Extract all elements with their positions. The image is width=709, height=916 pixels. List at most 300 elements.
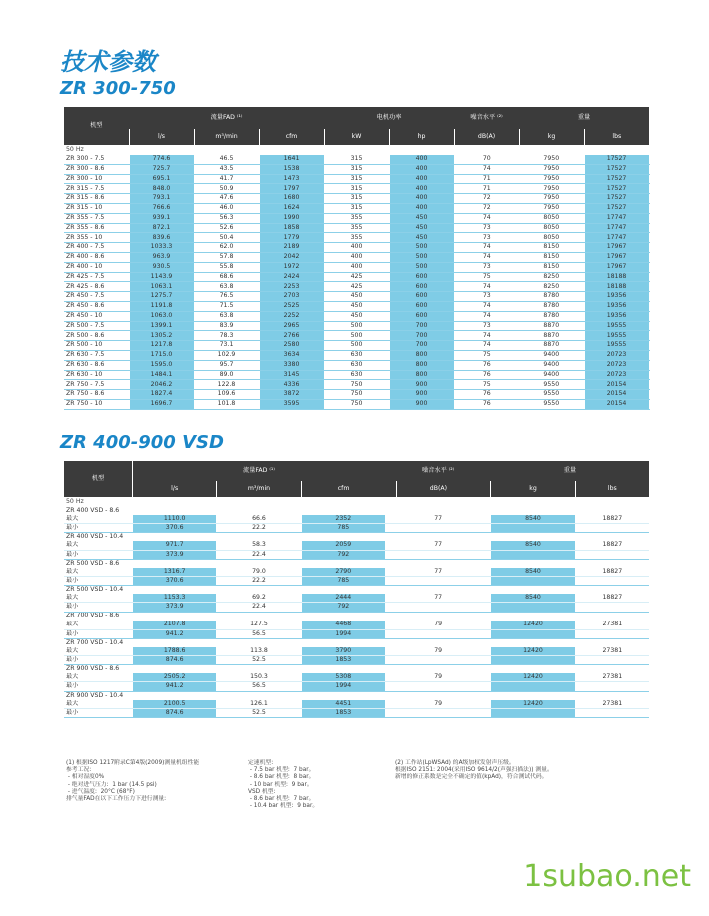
spacer [385, 621, 396, 630]
value-cell: 963.9 [129, 252, 194, 262]
value-cell: 355 [324, 213, 389, 223]
value-cell: 72 [454, 203, 519, 213]
flow-m3: 56.5 [217, 629, 301, 638]
value-cell: 2253 [259, 282, 324, 292]
spacer [480, 603, 491, 612]
value-cell: 2580 [259, 341, 324, 351]
value-cell: 17527 [584, 155, 649, 164]
value-cell: 450 [389, 213, 454, 223]
value-cell: 62.0 [194, 243, 259, 253]
model-name: ZR 700 VSD - 10.4 [66, 638, 124, 646]
flow-m3: 52.5 [217, 708, 301, 717]
model-cell: ZR 400 - 7.5 [64, 243, 129, 253]
model-cell: ZR 630 - 8.6 [64, 360, 129, 370]
spacer [385, 700, 396, 709]
value-cell: 72 [454, 194, 519, 204]
weight-kg [491, 550, 575, 559]
weight-kg [491, 682, 575, 691]
unit-dba-vsd: dB(A) [396, 481, 480, 497]
unit-cfm-vsd: cfm [301, 481, 385, 497]
table-row [64, 380, 649, 390]
value-cell: 78.3 [194, 331, 259, 341]
model-name: ZR 500 VSD - 8.6 [66, 559, 120, 567]
weight-kg [491, 629, 575, 638]
value-cell: 450 [324, 301, 389, 311]
value-cell: 3145 [259, 370, 324, 380]
value-cell: 8780 [519, 292, 584, 302]
flow-cfm: 792 [301, 550, 385, 559]
min-row [64, 603, 649, 612]
value-cell: 695.1 [129, 174, 194, 184]
value-cell: 8150 [519, 243, 584, 253]
model-cell: ZR 300 - 10 [64, 174, 129, 184]
value-cell: 400 [389, 184, 454, 194]
flow-ls: 971.7 [133, 541, 217, 550]
weight-kg: 8540 [491, 515, 575, 524]
spacer [385, 594, 396, 603]
weight-lbs: 18827 [575, 594, 649, 603]
noise-value [396, 682, 480, 691]
value-cell: 9400 [519, 350, 584, 360]
value-cell: 600 [389, 311, 454, 321]
value-cell: 7950 [519, 184, 584, 194]
spacer [385, 708, 396, 717]
noise-value [396, 524, 480, 533]
table-row [64, 350, 649, 360]
spacer [480, 708, 491, 717]
model-cell: ZR 500 - 10 [64, 341, 129, 351]
spacer [385, 673, 396, 682]
value-cell: 500 [389, 243, 454, 253]
weight-lbs: 27381 [575, 673, 649, 682]
value-cell: 19555 [584, 331, 649, 341]
value-cell: 8050 [519, 233, 584, 243]
section-title-fixed: ZR 300-750 [60, 78, 176, 99]
value-cell: 630 [324, 360, 389, 370]
max-row [64, 515, 649, 524]
min-label: 最小 [64, 629, 133, 638]
min-row [64, 629, 649, 638]
max-label: 最大 [64, 568, 133, 577]
value-cell: 600 [389, 282, 454, 292]
model-cell: ZR 425 - 8.6 [64, 282, 129, 292]
noise-value [396, 550, 480, 559]
value-cell: 7950 [519, 194, 584, 204]
value-cell: 400 [389, 155, 454, 164]
noise-value: 79 [396, 621, 480, 630]
value-cell: 9400 [519, 370, 584, 380]
value-cell: 71 [454, 184, 519, 194]
value-cell: 1063.0 [129, 311, 194, 321]
table-row [64, 399, 649, 409]
model-cell: ZR 355 - 10 [64, 233, 129, 243]
value-cell: 20154 [584, 380, 649, 390]
value-cell: 450 [389, 233, 454, 243]
spacer [385, 515, 396, 524]
value-cell: 1641 [259, 155, 324, 164]
spacer [480, 700, 491, 709]
weight-lbs [575, 603, 649, 612]
table-row [64, 213, 649, 223]
value-cell: 7950 [519, 164, 584, 174]
spacer [385, 568, 396, 577]
min-row [64, 576, 649, 585]
value-cell: 1827.4 [129, 390, 194, 400]
model-name: ZR 900 VSD - 10.4 [66, 691, 124, 699]
value-cell: 2046.2 [129, 380, 194, 390]
model-name: ZR 900 VSD - 8.6 [66, 665, 120, 673]
model-row [64, 612, 649, 621]
value-cell: 8870 [519, 321, 584, 331]
weight-lbs [575, 708, 649, 717]
max-row [64, 673, 649, 682]
value-cell: 450 [324, 311, 389, 321]
flow-m3: 127.5 [217, 621, 301, 630]
table-row [64, 272, 649, 282]
value-cell: 18188 [584, 282, 649, 292]
value-cell: 400 [324, 243, 389, 253]
value-cell: 83.9 [194, 321, 259, 331]
value-cell: 839.6 [129, 233, 194, 243]
value-cell: 355 [324, 223, 389, 233]
value-cell: 793.1 [129, 194, 194, 204]
table-row [64, 262, 649, 272]
weight-lbs: 18827 [575, 541, 649, 550]
value-cell: 52.6 [194, 223, 259, 233]
table-row [64, 155, 649, 164]
value-cell: 8150 [519, 262, 584, 272]
col-noise: 噪音水平 ⁽²⁾ [454, 107, 519, 129]
weight-kg: 8540 [491, 594, 575, 603]
section-title-vsd: ZR 400-900 VSD [60, 432, 224, 453]
value-cell: 19555 [584, 321, 649, 331]
noise-value: 77 [396, 541, 480, 550]
value-cell: 20723 [584, 360, 649, 370]
flow-m3: 22.4 [217, 550, 301, 559]
flow-cfm: 4451 [301, 700, 385, 709]
value-cell: 1972 [259, 262, 324, 272]
value-cell: 7950 [519, 203, 584, 213]
value-cell: 20154 [584, 399, 649, 409]
value-cell: 20154 [584, 390, 649, 400]
value-cell: 8150 [519, 252, 584, 262]
value-cell: 930.5 [129, 262, 194, 272]
value-cell: 2766 [259, 331, 324, 341]
flow-cfm: 2790 [301, 568, 385, 577]
value-cell: 17967 [584, 243, 649, 253]
value-cell: 17747 [584, 233, 649, 243]
noise-value: 79 [396, 673, 480, 682]
value-cell: 315 [324, 174, 389, 184]
max-label: 最大 [64, 621, 133, 630]
model-row [64, 665, 649, 674]
value-cell: 1858 [259, 223, 324, 233]
value-cell: 2189 [259, 243, 324, 253]
value-cell: 73.1 [194, 341, 259, 351]
flow-m3: 66.6 [217, 515, 301, 524]
table-row [64, 370, 649, 380]
flow-ls: 1153.3 [133, 594, 217, 603]
value-cell: 1063.1 [129, 282, 194, 292]
weight-kg: 8540 [491, 568, 575, 577]
value-cell: 600 [389, 292, 454, 302]
value-cell: 2703 [259, 292, 324, 302]
value-cell: 900 [389, 380, 454, 390]
noise-value [396, 576, 480, 585]
value-cell: 750 [324, 390, 389, 400]
value-cell: 47.6 [194, 194, 259, 204]
value-cell: 63.8 [194, 311, 259, 321]
weight-lbs: 27381 [575, 647, 649, 656]
flow-ls: 874.6 [133, 708, 217, 717]
spec-table-vsd [64, 461, 649, 718]
value-cell: 50.9 [194, 184, 259, 194]
unit-kg-vsd: kg [491, 481, 575, 497]
value-cell: 800 [389, 370, 454, 380]
value-cell: 46.5 [194, 155, 259, 164]
table-row [64, 243, 649, 253]
value-cell: 1696.7 [129, 399, 194, 409]
flow-m3: 79.0 [217, 568, 301, 577]
model-cell: ZR 315 - 7.5 [64, 184, 129, 194]
value-cell: 75 [454, 272, 519, 282]
spacer [480, 647, 491, 656]
spacer [385, 541, 396, 550]
weight-lbs [575, 550, 649, 559]
value-cell: 9550 [519, 380, 584, 390]
value-cell: 17527 [584, 194, 649, 204]
min-label: 最小 [64, 656, 133, 665]
value-cell: 766.6 [129, 203, 194, 213]
unit-kg: kg [519, 129, 584, 145]
flow-ls: 874.6 [133, 656, 217, 665]
model-name: ZR 400 VSD - 10.4 [66, 533, 124, 541]
value-cell: 450 [389, 223, 454, 233]
value-cell: 450 [324, 292, 389, 302]
max-row [64, 594, 649, 603]
max-label: 最大 [64, 647, 133, 656]
value-cell: 1624 [259, 203, 324, 213]
flow-m3: 58.3 [217, 541, 301, 550]
weight-lbs: 27381 [575, 700, 649, 709]
value-cell: 900 [389, 390, 454, 400]
min-row [64, 524, 649, 533]
page-title: 技术参数 [60, 48, 156, 76]
value-cell: 8050 [519, 223, 584, 233]
table-row [64, 390, 649, 400]
value-cell: 74 [454, 301, 519, 311]
value-cell: 3872 [259, 390, 324, 400]
value-cell: 1275.7 [129, 292, 194, 302]
value-cell: 939.1 [129, 213, 194, 223]
weight-kg: 12420 [491, 700, 575, 709]
flow-ls: 1316.7 [133, 568, 217, 577]
weight-kg: 12420 [491, 621, 575, 630]
value-cell: 400 [389, 174, 454, 184]
spacer [385, 524, 396, 533]
unit-ls: l/s [129, 129, 194, 145]
value-cell: 71.5 [194, 301, 259, 311]
value-cell: 3634 [259, 350, 324, 360]
value-cell: 774.6 [129, 155, 194, 164]
min-row [64, 550, 649, 559]
flow-ls: 941.2 [133, 629, 217, 638]
value-cell: 1538 [259, 164, 324, 174]
weight-lbs [575, 524, 649, 533]
model-row [64, 691, 649, 700]
flow-ls: 2107.8 [133, 621, 217, 630]
value-cell: 8870 [519, 341, 584, 351]
value-cell: 73 [454, 321, 519, 331]
model-row [64, 586, 649, 595]
noise-value: 77 [396, 594, 480, 603]
value-cell: 75 [454, 380, 519, 390]
col-power: 电机功率 [324, 107, 454, 129]
table-row [64, 174, 649, 184]
spacer [385, 656, 396, 665]
value-cell: 400 [389, 164, 454, 174]
value-cell: 76 [454, 390, 519, 400]
unit-lbs: lbs [584, 129, 649, 145]
model-name: ZR 400 VSD - 8.6 [66, 507, 120, 514]
max-label: 最大 [64, 673, 133, 682]
model-cell: ZR 300 - 7.5 [64, 155, 129, 164]
value-cell: 8250 [519, 282, 584, 292]
model-cell: ZR 425 - 7.5 [64, 272, 129, 282]
model-cell: ZR 400 - 10 [64, 262, 129, 272]
value-cell: 630 [324, 350, 389, 360]
model-cell: ZR 750 - 7.5 [64, 380, 129, 390]
max-row [64, 700, 649, 709]
value-cell: 20723 [584, 350, 649, 360]
weight-lbs: 27381 [575, 621, 649, 630]
spacer [480, 682, 491, 691]
flow-cfm: 2352 [301, 515, 385, 524]
table-row [64, 233, 649, 243]
flow-cfm: 3790 [301, 647, 385, 656]
value-cell: 17527 [584, 184, 649, 194]
value-cell: 76 [454, 370, 519, 380]
col-fad-vsd: 流量FAD ⁽¹⁾ [133, 461, 386, 481]
spacer [480, 524, 491, 533]
value-cell: 355 [324, 233, 389, 243]
flow-m3: 52.5 [217, 656, 301, 665]
spacer [480, 568, 491, 577]
value-cell: 800 [389, 350, 454, 360]
flow-ls: 2505.2 [133, 673, 217, 682]
value-cell: 74 [454, 252, 519, 262]
value-cell: 8870 [519, 331, 584, 341]
value-cell: 7950 [519, 155, 584, 164]
flow-m3: 113.8 [217, 647, 301, 656]
max-label: 最大 [64, 594, 133, 603]
max-row [64, 647, 649, 656]
value-cell: 76.5 [194, 292, 259, 302]
col-model: 机型 [64, 107, 129, 145]
model-row [64, 638, 649, 647]
frequency-label-vsd: 50 Hz [66, 497, 84, 505]
model-cell: ZR 500 - 8.6 [64, 331, 129, 341]
flow-ls: 1788.6 [133, 647, 217, 656]
max-label: 最大 [64, 700, 133, 709]
flow-m3: 22.2 [217, 524, 301, 533]
model-cell: ZR 500 - 7.5 [64, 321, 129, 331]
noise-value [396, 603, 480, 612]
noise-value [396, 629, 480, 638]
value-cell: 3595 [259, 399, 324, 409]
noise-value: 77 [396, 568, 480, 577]
value-cell: 46.0 [194, 203, 259, 213]
spacer [480, 550, 491, 559]
value-cell: 74 [454, 282, 519, 292]
value-cell: 8780 [519, 301, 584, 311]
flow-ls: 941.2 [133, 682, 217, 691]
noise-value [396, 708, 480, 717]
watermark: 1subao.net [523, 859, 691, 894]
spacer [480, 656, 491, 665]
flow-ls: 373.9 [133, 603, 217, 612]
value-cell: 1033.3 [129, 243, 194, 253]
model-cell: ZR 355 - 8.6 [64, 223, 129, 233]
flow-cfm: 1853 [301, 708, 385, 717]
value-cell: 315 [324, 184, 389, 194]
value-cell: 750 [324, 380, 389, 390]
spacer [480, 621, 491, 630]
value-cell: 750 [324, 399, 389, 409]
value-cell: 315 [324, 164, 389, 174]
value-cell: 600 [389, 272, 454, 282]
value-cell: 73 [454, 223, 519, 233]
weight-kg [491, 603, 575, 612]
table-row [64, 292, 649, 302]
flow-ls: 370.6 [133, 524, 217, 533]
flow-m3: 22.2 [217, 576, 301, 585]
col-noise-vsd: 噪音水平 ⁽²⁾ [396, 461, 480, 481]
table-row [64, 341, 649, 351]
value-cell: 500 [389, 252, 454, 262]
unit-kw: kW [324, 129, 389, 145]
value-cell: 900 [389, 399, 454, 409]
value-cell: 400 [324, 262, 389, 272]
unit-cfm: cfm [259, 129, 324, 145]
value-cell: 500 [324, 321, 389, 331]
flow-cfm: 4468 [301, 621, 385, 630]
value-cell: 700 [389, 331, 454, 341]
value-cell: 17527 [584, 174, 649, 184]
model-cell: ZR 450 - 8.6 [64, 301, 129, 311]
spacer [480, 629, 491, 638]
flow-cfm: 2444 [301, 594, 385, 603]
min-row [64, 656, 649, 665]
max-row [64, 568, 649, 577]
model-row [64, 533, 649, 542]
value-cell: 1143.9 [129, 272, 194, 282]
model-cell: ZR 315 - 10 [64, 203, 129, 213]
flow-cfm: 1853 [301, 656, 385, 665]
value-cell: 2424 [259, 272, 324, 282]
value-cell: 1680 [259, 194, 324, 204]
flow-cfm: 1994 [301, 682, 385, 691]
col-model-vsd: 机型 [64, 461, 133, 497]
value-cell: 18188 [584, 272, 649, 282]
table-row [64, 360, 649, 370]
value-cell: 9550 [519, 390, 584, 400]
spec-table-fixed-speed [64, 107, 650, 410]
min-label: 最小 [64, 682, 133, 691]
flow-ls: 373.9 [133, 550, 217, 559]
table-row [64, 331, 649, 341]
model-cell: ZR 750 - 10 [64, 399, 129, 409]
